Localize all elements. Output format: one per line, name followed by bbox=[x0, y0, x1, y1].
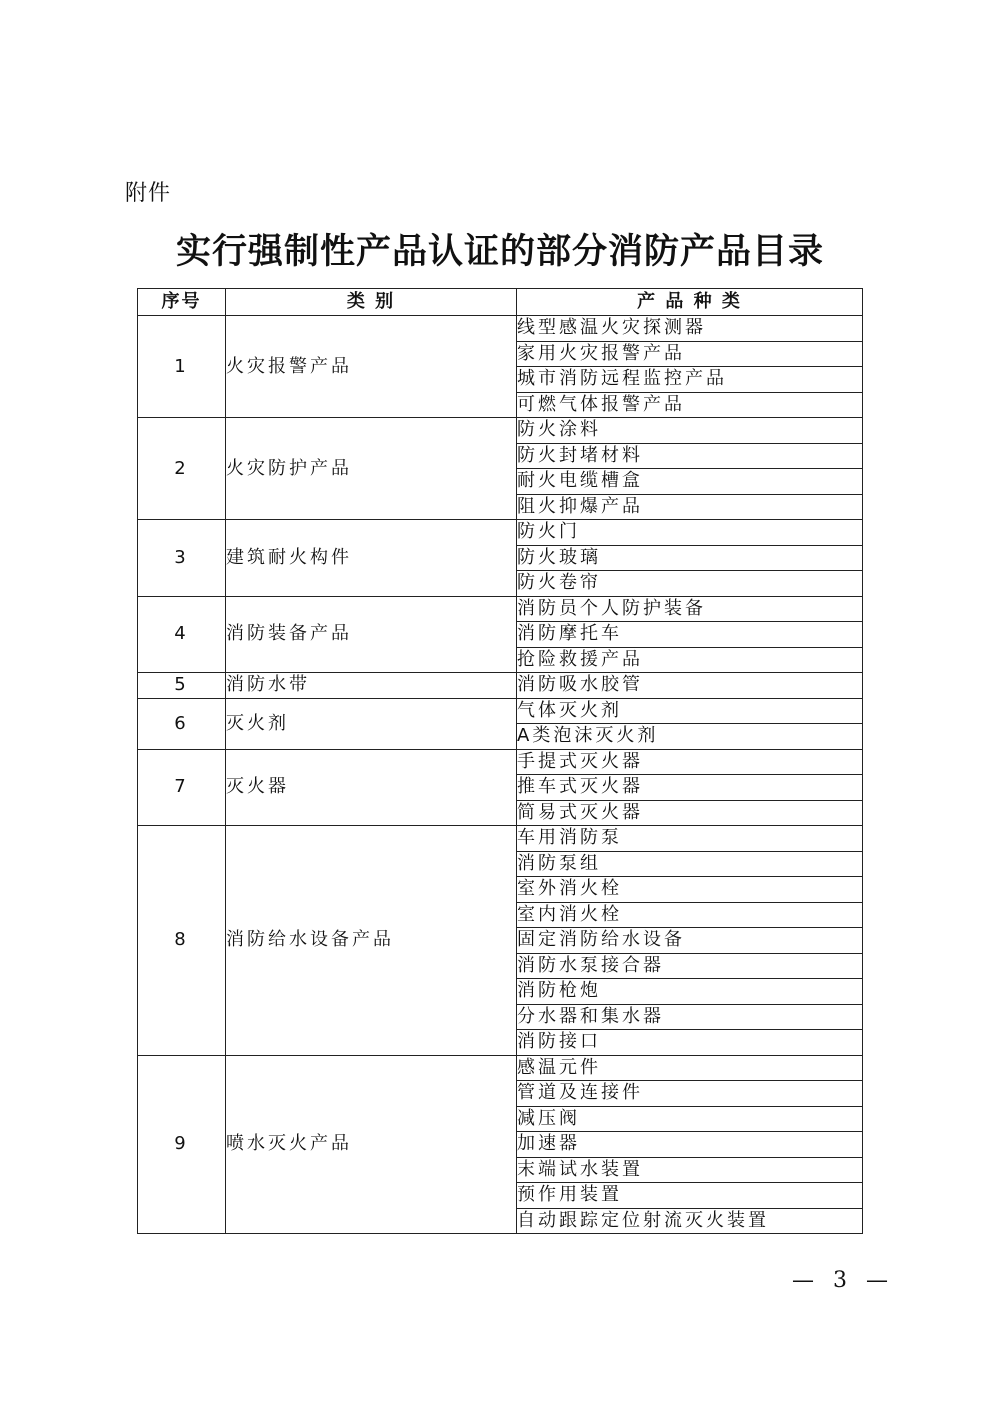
category-cell: 火灾防护产品 bbox=[226, 418, 517, 520]
product-cell: 线型感温火灾探测器 bbox=[517, 316, 863, 342]
product-cell: 推车式灭火器 bbox=[517, 775, 863, 801]
attachment-label: 附件 bbox=[125, 181, 172, 206]
product-cell: 消防员个人防护装备 bbox=[517, 596, 863, 622]
table-row bbox=[138, 316, 863, 342]
product-cell: 气体灭火剂 bbox=[517, 698, 863, 724]
category-cell: 建筑耐火构件 bbox=[226, 520, 517, 597]
row-number: 5 bbox=[138, 673, 226, 699]
category-cell: 消防给水设备产品 bbox=[226, 826, 517, 1056]
category-cell: 喷水灭火产品 bbox=[226, 1055, 517, 1234]
table-row bbox=[138, 596, 863, 622]
product-cell: 城市消防远程监控产品 bbox=[517, 367, 863, 393]
row-number: 8 bbox=[138, 826, 226, 1056]
product-cell: 消防水泵接合器 bbox=[517, 953, 863, 979]
product-cell: 消防吸水胶管 bbox=[517, 673, 863, 699]
header-category: 类 别 bbox=[226, 289, 517, 316]
row-number: 4 bbox=[138, 596, 226, 673]
row-number: 2 bbox=[138, 418, 226, 520]
product-cell: 预作用装置 bbox=[517, 1183, 863, 1209]
product-cell: 家用火灾报警产品 bbox=[517, 341, 863, 367]
product-cell: 消防接口 bbox=[517, 1030, 863, 1056]
table-body bbox=[138, 316, 863, 1234]
table-row bbox=[138, 418, 863, 444]
category-cell: 火灾报警产品 bbox=[226, 316, 517, 418]
product-cell: 车用消防泵 bbox=[517, 826, 863, 852]
header-product-type: 产 品 种 类 bbox=[517, 289, 863, 316]
product-cell: 防火门 bbox=[517, 520, 863, 546]
table-header-row bbox=[138, 289, 863, 316]
table-row bbox=[138, 673, 863, 699]
product-cell: 消防摩托车 bbox=[517, 622, 863, 648]
product-cell: 固定消防给水设备 bbox=[517, 928, 863, 954]
product-cell: 室外消火栓 bbox=[517, 877, 863, 903]
row-number: 1 bbox=[138, 316, 226, 418]
category-cell: 灭火器 bbox=[226, 749, 517, 826]
table-row bbox=[138, 698, 863, 724]
row-number: 9 bbox=[138, 1055, 226, 1234]
page-title: 实行强制性产品认证的部分消防产品目录 bbox=[175, 231, 824, 272]
product-cell: 防火封堵材料 bbox=[517, 443, 863, 469]
product-cell: 消防枪炮 bbox=[517, 979, 863, 1005]
product-cell: 感温元件 bbox=[517, 1055, 863, 1081]
product-cell: 阻火抑爆产品 bbox=[517, 494, 863, 520]
product-cell: 耐火电缆槽盒 bbox=[517, 469, 863, 495]
category-cell: 消防水带 bbox=[226, 673, 517, 699]
product-cell: 管道及连接件 bbox=[517, 1081, 863, 1107]
table-row bbox=[138, 520, 863, 546]
product-cell: 抢险救援产品 bbox=[517, 647, 863, 673]
product-cell: A类泡沫灭火剂 bbox=[517, 724, 863, 750]
page-number: — 3 — bbox=[792, 1268, 894, 1293]
table-row bbox=[138, 1055, 863, 1081]
table-row bbox=[138, 826, 863, 852]
product-cell: 防火玻璃 bbox=[517, 545, 863, 571]
product-cell: 防火卷帘 bbox=[517, 571, 863, 597]
product-cell: 可燃气体报警产品 bbox=[517, 392, 863, 418]
header-no: 序号 bbox=[138, 289, 226, 316]
product-cell: 自动跟踪定位射流灭火装置 bbox=[517, 1208, 863, 1234]
product-cell: 减压阀 bbox=[517, 1106, 863, 1132]
product-cell: 简易式灭火器 bbox=[517, 800, 863, 826]
row-number: 6 bbox=[138, 698, 226, 749]
product-cell: 加速器 bbox=[517, 1132, 863, 1158]
product-cell: 消防泵组 bbox=[517, 851, 863, 877]
product-cell: 手提式灭火器 bbox=[517, 749, 863, 775]
category-cell: 消防装备产品 bbox=[226, 596, 517, 673]
product-cell: 分水器和集水器 bbox=[517, 1004, 863, 1030]
product-cell: 末端试水装置 bbox=[517, 1157, 863, 1183]
product-cell: 室内消火栓 bbox=[517, 902, 863, 928]
row-number: 7 bbox=[138, 749, 226, 826]
category-cell: 灭火剂 bbox=[226, 698, 517, 749]
table-row bbox=[138, 749, 863, 775]
product-catalog-table bbox=[137, 288, 863, 1234]
row-number: 3 bbox=[138, 520, 226, 597]
product-cell: 防火涂料 bbox=[517, 418, 863, 444]
